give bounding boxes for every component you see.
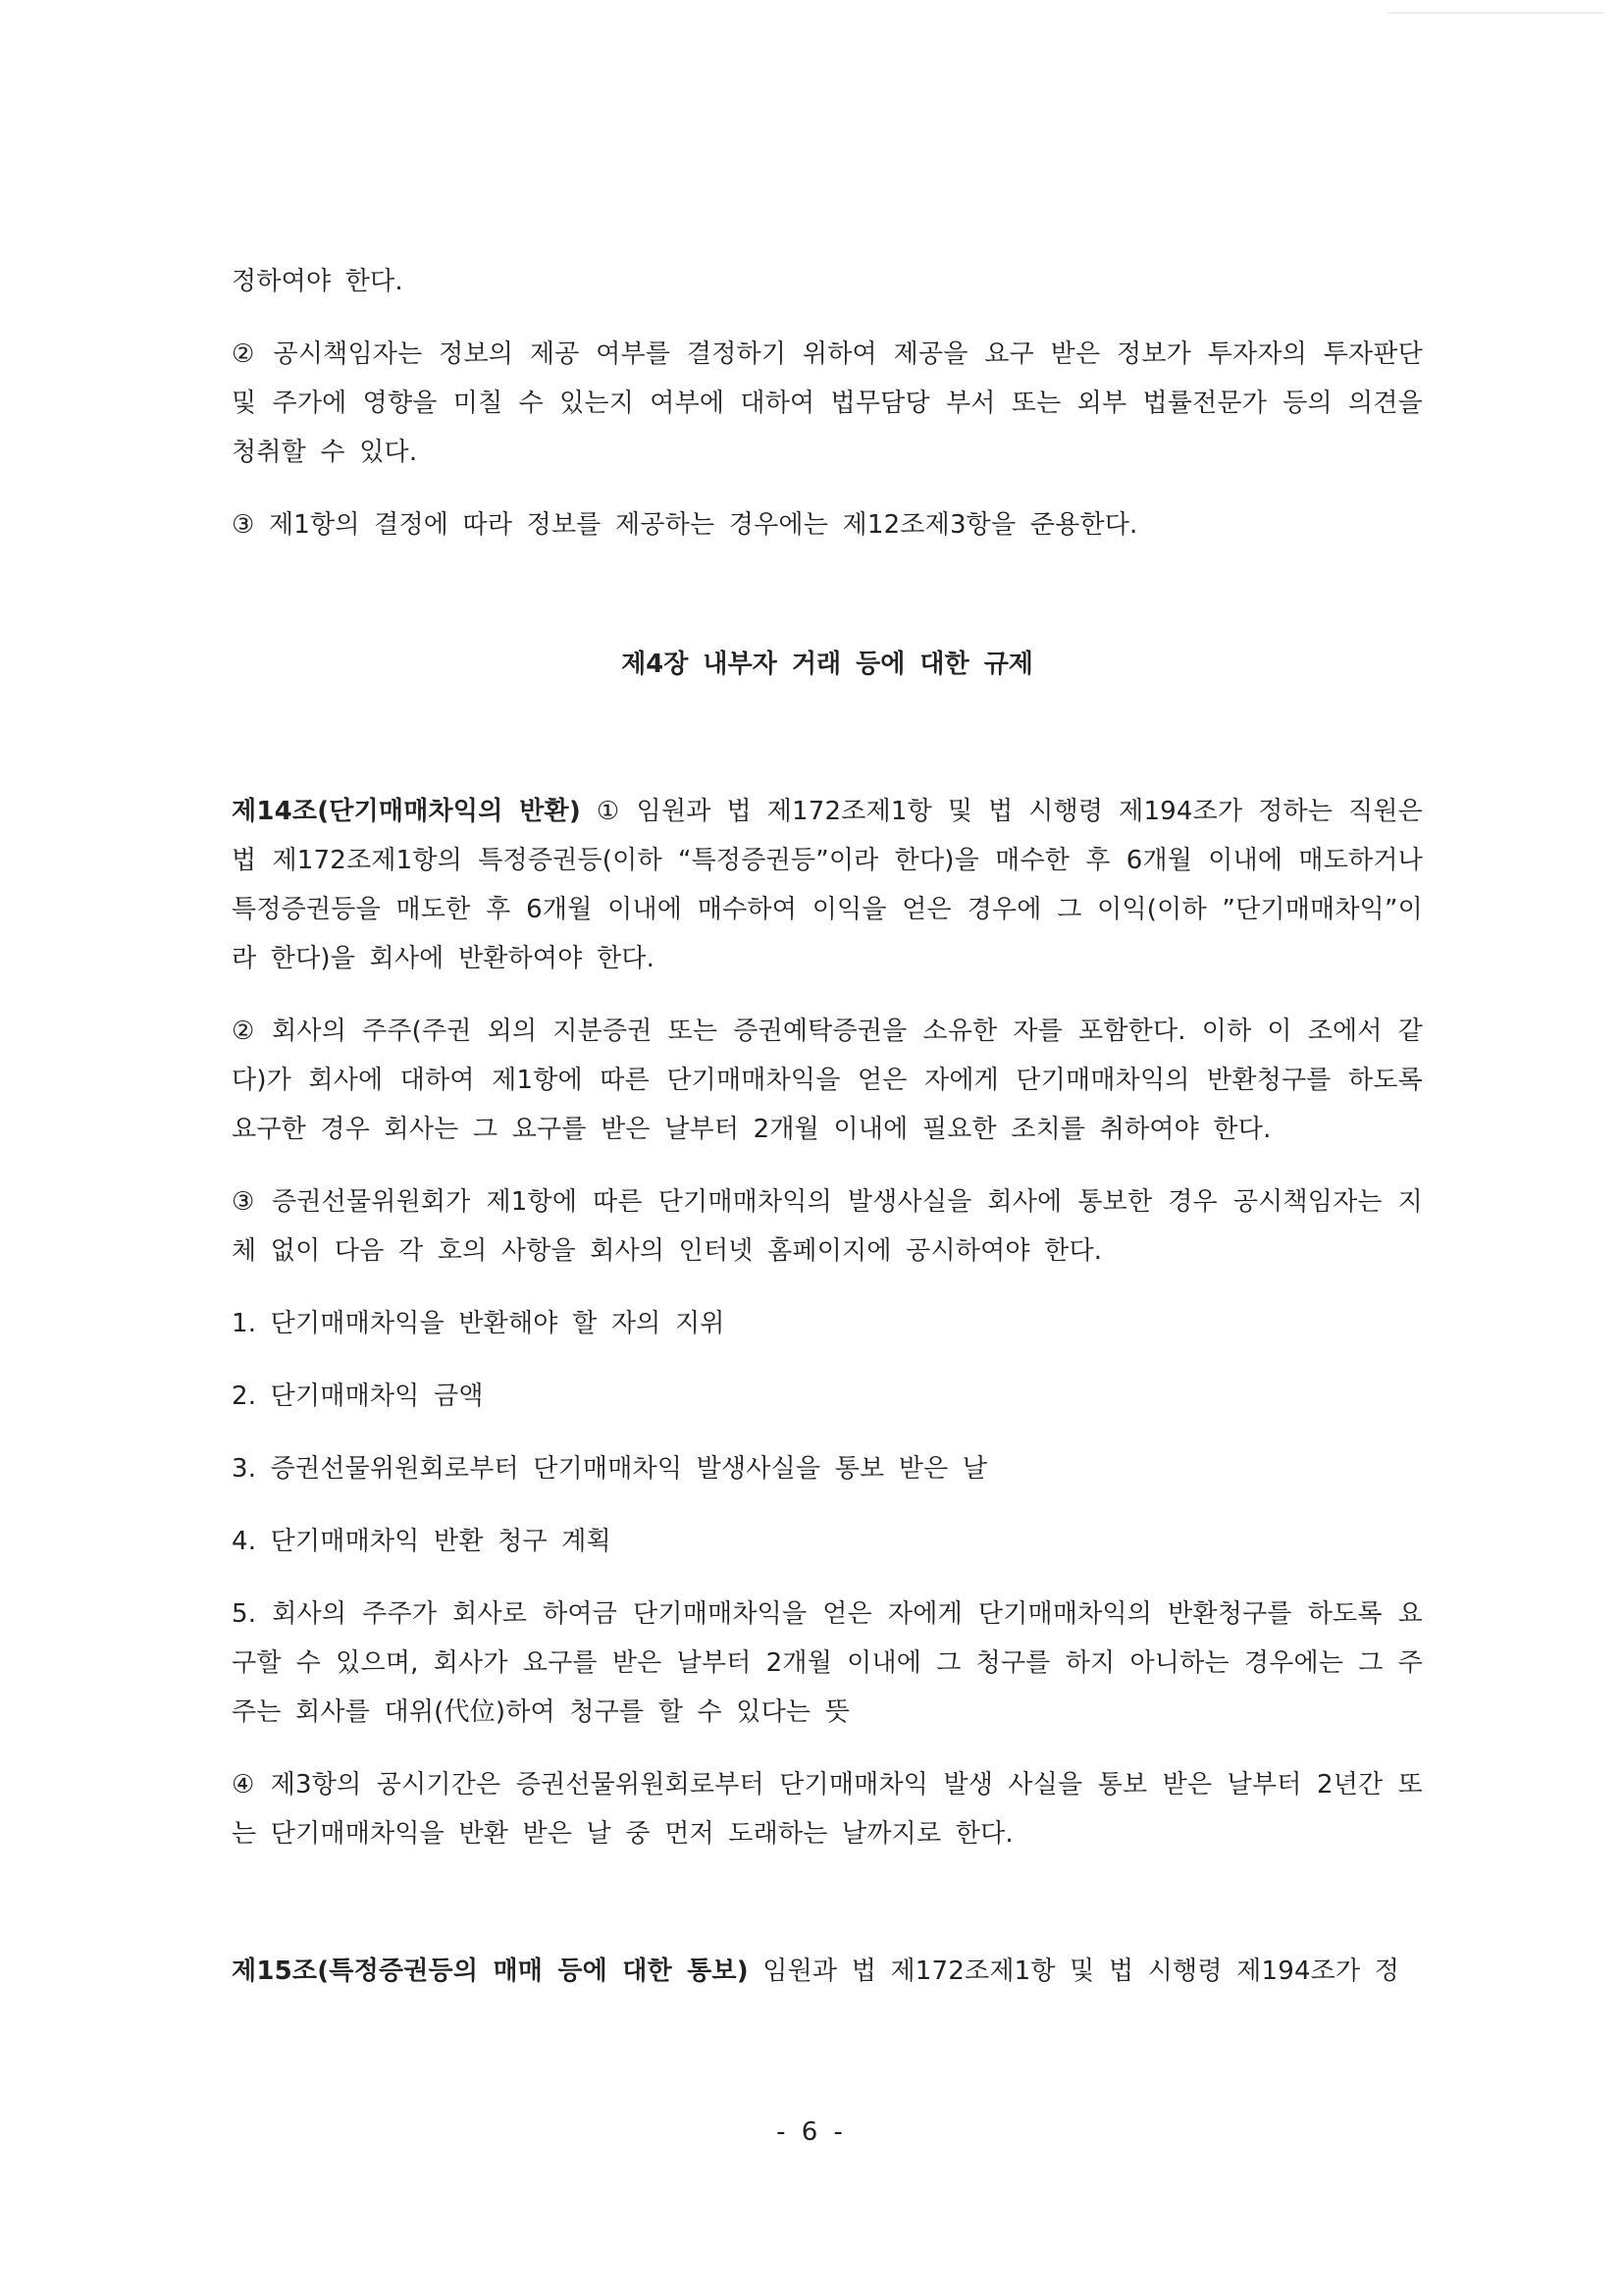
article-14-item-2: 2. 단기매매차익 금액	[232, 1382, 484, 1411]
article-14-paragraph-4: ④ 제3항의 공시기간은 증권선물위원회로부터 단기매매차익 발생 사실을 통보 받은 날부터 2년간 또는 단기매매차익을 반환 받은 날 중 먼저 도래하는 날까지로 한다.	[232, 1770, 1423, 1849]
article-14-intro: ① 임원과 법 제172조제1항 및 법 시행령 제194조가 정하는 직원은 법 제172조제1항의 특정증권등(이하 “특정증권등”이라 한다)을 매수한 후 6개월 이내에 매도하거나 특정증권등을 매도한 후 6개월 이내에 매수하여 이익을 얻은 경우에 그 이익(이하 ”단기매매차익”이라 한다)을 회사에 반환하여야 한다.	[232, 797, 1423, 973]
article-14-item-5: 5. 회사의 주주가 회사로 하여금 단기매매차익을 얻은 자에게 단기매매차익의 반환청구를 하도록 요구할 수 있으며, 회사가 요구를 받은 날부터 2개월 이내에 그 청구를 하지 아니하는 경우에는 그 주주는 회사를 대위(代位)하여 청구를 할 수 있다는 뜻	[232, 1599, 1423, 1727]
article-15-title: 제15조(특정증권등의 매매 등에 대한 통보)	[232, 1957, 749, 1986]
article-14-item-4: 4. 단기매매차익 반환 청구 계획	[232, 1527, 611, 1556]
paragraph-continuation: 정하여야 한다.	[232, 267, 403, 296]
page-number: - 6 -	[776, 2117, 847, 2147]
article-15-intro: 임원과 법 제172조제1항 및 법 시행령 제194조가 정	[748, 1957, 1400, 1986]
page-content	[232, 257, 1423, 2019]
article-15-paragraph	[232, 1947, 1423, 1996]
article-14-paragraph-3: ③ 증권선물위원회가 제1항에 따른 단기매매차익의 발생사실을 회사에 통보한 경우 공시책임자는 지체 없이 다음 각 호의 사항을 회사의 인터넷 홈페이지에 공시하여야 한다.	[232, 1187, 1423, 1266]
scan-edge-mark	[1387, 12, 1603, 14]
paragraph-13-3: ③ 제1항의 결정에 따라 정보를 제공하는 경우에는 제12조제3항을 준용한다.	[232, 510, 1138, 540]
article-14-paragraph-2: ② 회사의 주주(주권 외의 지분증권 또는 증권예탁증권을 소유한 자를 포함한다. 이하 이 조에서 같다)가 회사에 대하여 제1항에 따른 단기매매차익을 얻은 자에게 단기매매차익의 반환청구를 하도록 요구한 경우 회사는 그 요구를 받은 날부터 2개월 이내에 필요한 조치를 취하여야 한다.	[232, 1017, 1423, 1144]
article-14-item-3: 3. 증권선물위원회로부터 단기매매차익 발생사실을 통보 받은 날	[232, 1454, 988, 1484]
article-14-paragraph-1	[232, 787, 1423, 983]
article-14-title: 제14조(단기매매차익의 반환)	[232, 797, 581, 826]
article-14-item-1: 1. 단기매매차익을 반환해야 할 자의 지위	[232, 1309, 725, 1338]
paragraph-13-2: ② 공시책임자는 정보의 제공 여부를 결정하기 위하여 제공을 요구 받은 정보가 투자자의 투자판단 및 주가에 영향을 미칠 수 있는지 여부에 대하여 법무담당 부서 또는 외부 법률전문가 등의 의견을 청취할 수 있다.	[232, 339, 1423, 467]
chapter-title: 제4장 내부자 거래 등에 대한 규제	[621, 650, 1033, 679]
